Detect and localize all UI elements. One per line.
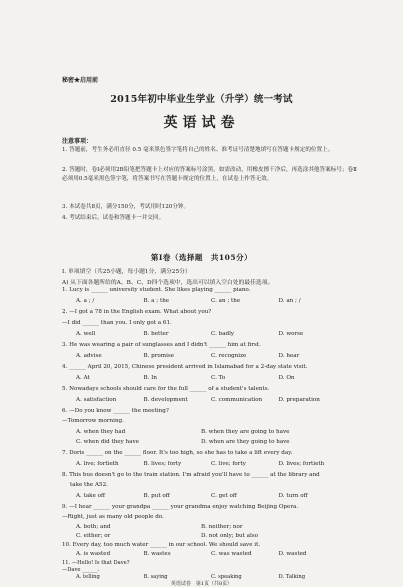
option: B. put off	[143, 493, 170, 499]
option: B. promise	[143, 353, 175, 359]
question-options	[76, 493, 346, 499]
option: D. not only; but also	[201, 533, 258, 539]
question-stem: 2. —I got a 78 in the English exam. What about you?	[62, 309, 212, 315]
question-options	[76, 461, 346, 467]
option: D. turn off	[278, 493, 308, 499]
option: C. recognize	[211, 353, 247, 359]
option: C. speaking	[211, 574, 242, 580]
confidential-mark: 秘密★启用前	[62, 77, 99, 84]
section-title: 第Ⅰ卷（选择题 共105分）	[150, 253, 253, 262]
option: D. wasted	[278, 551, 307, 557]
option: D. lives; fortieth	[278, 461, 325, 467]
option: A. live; fortieth	[76, 461, 119, 467]
option: D. On	[278, 375, 295, 381]
option: A. is wasted	[76, 551, 111, 557]
option: C. an ; the	[211, 298, 241, 304]
question-options	[76, 551, 346, 557]
option: A. take off	[76, 493, 105, 499]
question-stem: 6. —Do you know ______ the meeting?	[62, 408, 169, 414]
exam-title: 2015年初中毕业生学业（升学）统一考试	[110, 94, 293, 105]
option: A. a ; /	[76, 298, 95, 304]
page-footer: 英语试卷 第1页（共8页）	[170, 581, 233, 587]
option: D. when are they going to have	[201, 439, 290, 445]
question-stem: 10. Every day, too much water ______ in our school. We should save it.	[62, 542, 261, 548]
question-options-row2	[76, 533, 326, 539]
option: C. live; forty	[211, 461, 246, 467]
question-stem-line2: take the A52.	[70, 482, 108, 488]
option: B. better	[143, 331, 169, 337]
option: B. a ; the	[143, 298, 170, 304]
question-options-row1	[76, 524, 326, 530]
option: B. wastes	[143, 551, 171, 557]
note-3: 3. 本试卷共8页，满分150分，考试用时120分钟。	[62, 204, 190, 210]
paper-title: 英语试卷	[163, 115, 240, 131]
option: C. To	[211, 375, 226, 381]
option: C. get off	[211, 493, 237, 499]
option: D. preparation	[278, 397, 320, 403]
option: B. saying	[143, 574, 168, 580]
question-stem: 8. This bus doesn't go to the train station. I'm afraid you'll have to ______ at the library and	[62, 472, 320, 478]
question-stem-line2: —Dave ______.	[62, 567, 100, 573]
note-2: 2. 答题时，卷Ⅰ必须用2B铅笔把答题卡上对应的答案标号涂黑，如需改动，用橡皮擦干净后，再选涂其他答案标号；卷Ⅱ必须用0.5毫米黑色签字笔，将答案书写在答题卡规定的位置上，在试卷上作答无效。	[62, 167, 357, 182]
question-stem-line2: —I did ______ than you. I only got a 61.	[62, 320, 172, 326]
notes-heading: 注意事项：	[62, 138, 93, 145]
option: A. satisfaction	[76, 397, 117, 403]
note-4: 4. 考试结束后，试卷和答题卡一并交回。	[62, 215, 165, 221]
option: B. In	[143, 375, 157, 381]
note-1: 1. 答题前，考生务必用直径 0.5 毫米黑色签字笔将自己的姓名、准考证号清楚地填写在答题卡规定的位置上。	[62, 147, 334, 153]
option: A. both; and	[76, 524, 111, 530]
question-stem: 9. —I hear ______ your grandpa ______ your grandma enjoy watching Beijing Opera.	[62, 504, 299, 510]
question-options	[76, 397, 346, 403]
option: C. was wasted	[211, 551, 252, 557]
question-options-row1	[76, 429, 326, 435]
option: A. advise	[76, 353, 102, 359]
option: C. communication	[211, 397, 263, 403]
question-stem-line2: —Right, just as many old people do.	[62, 514, 164, 520]
question-options	[76, 298, 346, 304]
option: A. well	[76, 331, 96, 337]
question-stem-line2: —Tomorrow morning.	[62, 418, 124, 424]
option: B. development	[143, 397, 188, 403]
part-instruction: A) 从下面各题所给的A、B、C、D四个选项中，选出可以填入空白处的最佳选项。	[62, 280, 274, 286]
question-stem: 4. ______ April 20, 2015, Chinese president arrived in Islamabad for a 2-day state visit.	[62, 364, 308, 370]
option: D. hear	[278, 353, 300, 359]
option: B. lives; forty	[143, 461, 182, 467]
option: B. neither; nor	[201, 524, 243, 530]
question-options-row2	[76, 439, 326, 445]
question-options	[76, 375, 346, 381]
option: D. Talking	[278, 574, 306, 580]
option: A. telling	[76, 574, 100, 580]
option: A. At	[76, 375, 90, 381]
question-stem: 5. Nowadays schools should care for the full ______ of a student's talents.	[62, 386, 270, 392]
option: C. either; or	[76, 533, 111, 539]
option: B. when they are going to have	[201, 429, 290, 435]
option: C. badly	[211, 331, 235, 337]
option: A. when they had	[76, 429, 126, 435]
option: D. worse	[278, 331, 304, 337]
question-options	[76, 353, 346, 359]
question-options	[76, 331, 346, 337]
question-stem: 3. He was wearing a pair of sunglasses and I didn't ______ him at first.	[62, 342, 261, 348]
part-title: Ⅰ. 单项填空（共25小题，每小题1分，满分25分）	[62, 269, 191, 275]
option: C. when did they have	[76, 439, 139, 445]
question-stem: 11. —Hello! Is that Dave?	[62, 560, 130, 566]
option: D. an ; /	[278, 298, 301, 304]
question-stem: 7. Doris ______ on the ______ floor. It's too high, so she has to take a lift every day.	[62, 450, 293, 456]
question-stem: 1. Lucy is ______ university student. She likes playing ______ piano.	[62, 287, 251, 293]
